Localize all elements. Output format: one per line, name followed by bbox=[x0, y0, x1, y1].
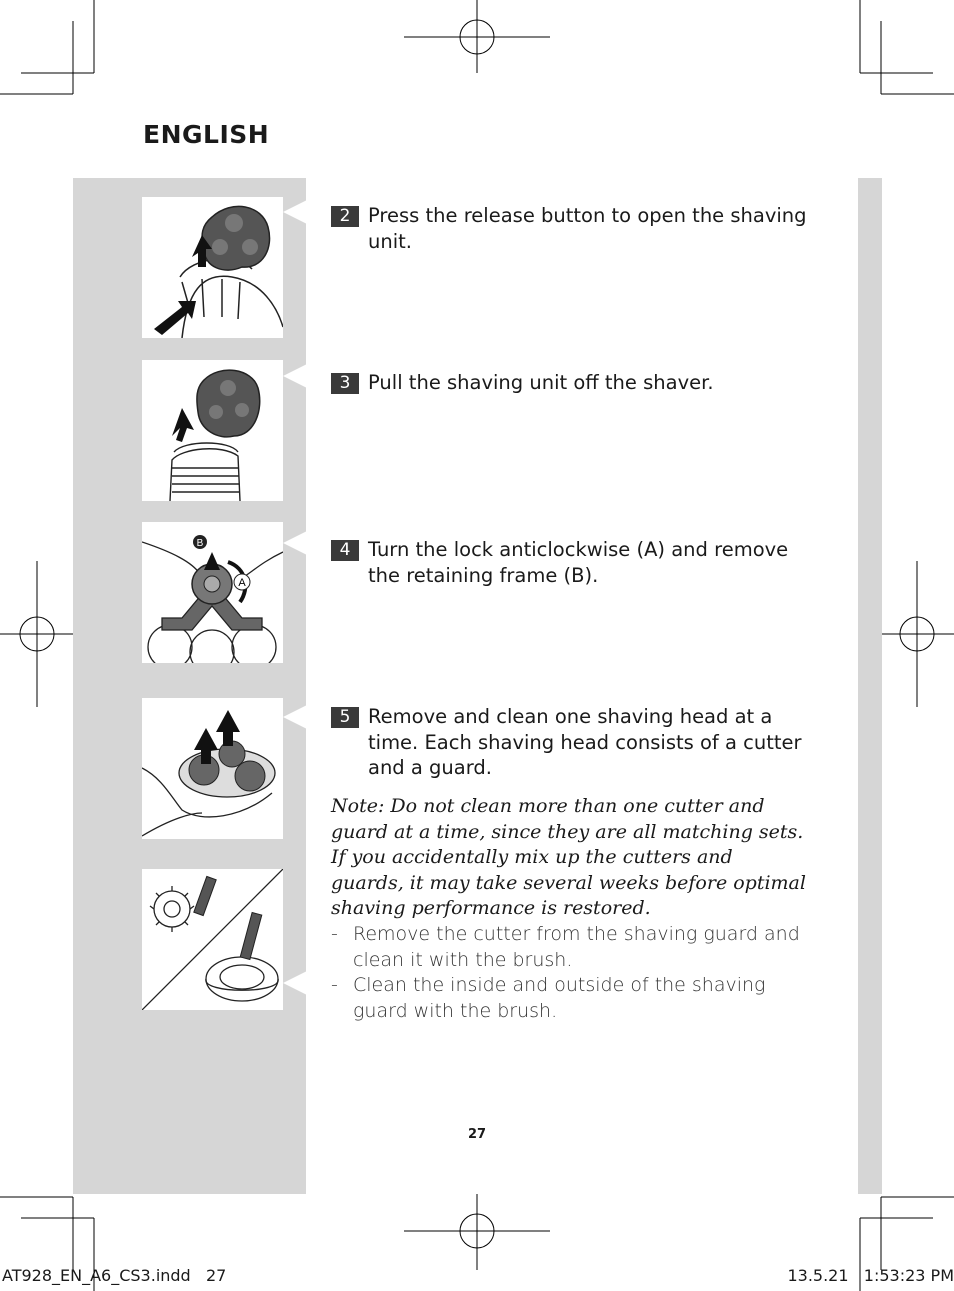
step-2 bbox=[331, 203, 811, 254]
bullet-item bbox=[331, 922, 811, 973]
language-heading: ENGLISH bbox=[143, 120, 270, 149]
figure-release-button bbox=[142, 197, 283, 338]
figure-pointer bbox=[283, 200, 307, 224]
note-text: Note: Do not clean more than one cutter and guard at a time, since they are all matching sets. If you accidentally mix up the cutters and guards, it may take several weeks before optimal shaving performance is restored. bbox=[331, 795, 806, 919]
step-3 bbox=[331, 370, 811, 396]
figure-brush-cleaning bbox=[142, 869, 283, 1010]
figure-remove-heads bbox=[142, 698, 283, 839]
figure-pointer bbox=[283, 705, 307, 729]
page-number: 27 bbox=[467, 1127, 487, 1142]
arrow-up-icon bbox=[204, 552, 220, 570]
step-text: Press the release button to open the shaving unit. bbox=[368, 204, 807, 253]
figure-pointer bbox=[283, 531, 307, 555]
step-text: Pull the shaving unit off the shaver. bbox=[368, 371, 714, 394]
step-number: 3 bbox=[331, 373, 359, 394]
step-5 bbox=[331, 704, 811, 781]
label-b: B bbox=[196, 538, 204, 549]
bullet-text: Remove the cutter from the shaving guard and clean it with the brush. bbox=[353, 923, 800, 971]
figure-pointer bbox=[283, 971, 307, 995]
bullet-dash: - bbox=[331, 923, 338, 945]
step-number: 4 bbox=[331, 540, 359, 561]
figure-pointer bbox=[283, 364, 307, 388]
slug-filename: AT928_EN_A6_CS3.indd 27 bbox=[2, 1266, 227, 1285]
arrow-up-icon bbox=[216, 710, 240, 746]
right-gray-margin bbox=[858, 178, 882, 1194]
figure-turn-lock bbox=[142, 522, 283, 663]
step-text: Remove and clean one shaving head at a time. Each shaving head consists of a cutter and a guard. bbox=[368, 705, 802, 779]
bullet-text: Clean the inside and outside of the shaving guard with the brush. bbox=[353, 974, 766, 1022]
bullet-item bbox=[331, 973, 811, 1024]
step-number: 2 bbox=[331, 206, 359, 227]
step-text: Turn the lock anticlockwise (A) and remove the retaining frame (B). bbox=[368, 538, 789, 587]
label-a: A bbox=[238, 577, 246, 589]
figure-pull-unit bbox=[142, 360, 283, 501]
step-number: 5 bbox=[331, 707, 359, 728]
arrow-right-icon bbox=[154, 301, 196, 335]
arrow-up-icon bbox=[172, 408, 194, 442]
bullet-dash: - bbox=[331, 974, 338, 996]
brush-icon bbox=[194, 876, 216, 915]
brush-icon bbox=[240, 912, 262, 959]
step-4 bbox=[331, 537, 811, 588]
slug-timestamp: 13.5.21 1:53:23 PM bbox=[787, 1266, 954, 1285]
